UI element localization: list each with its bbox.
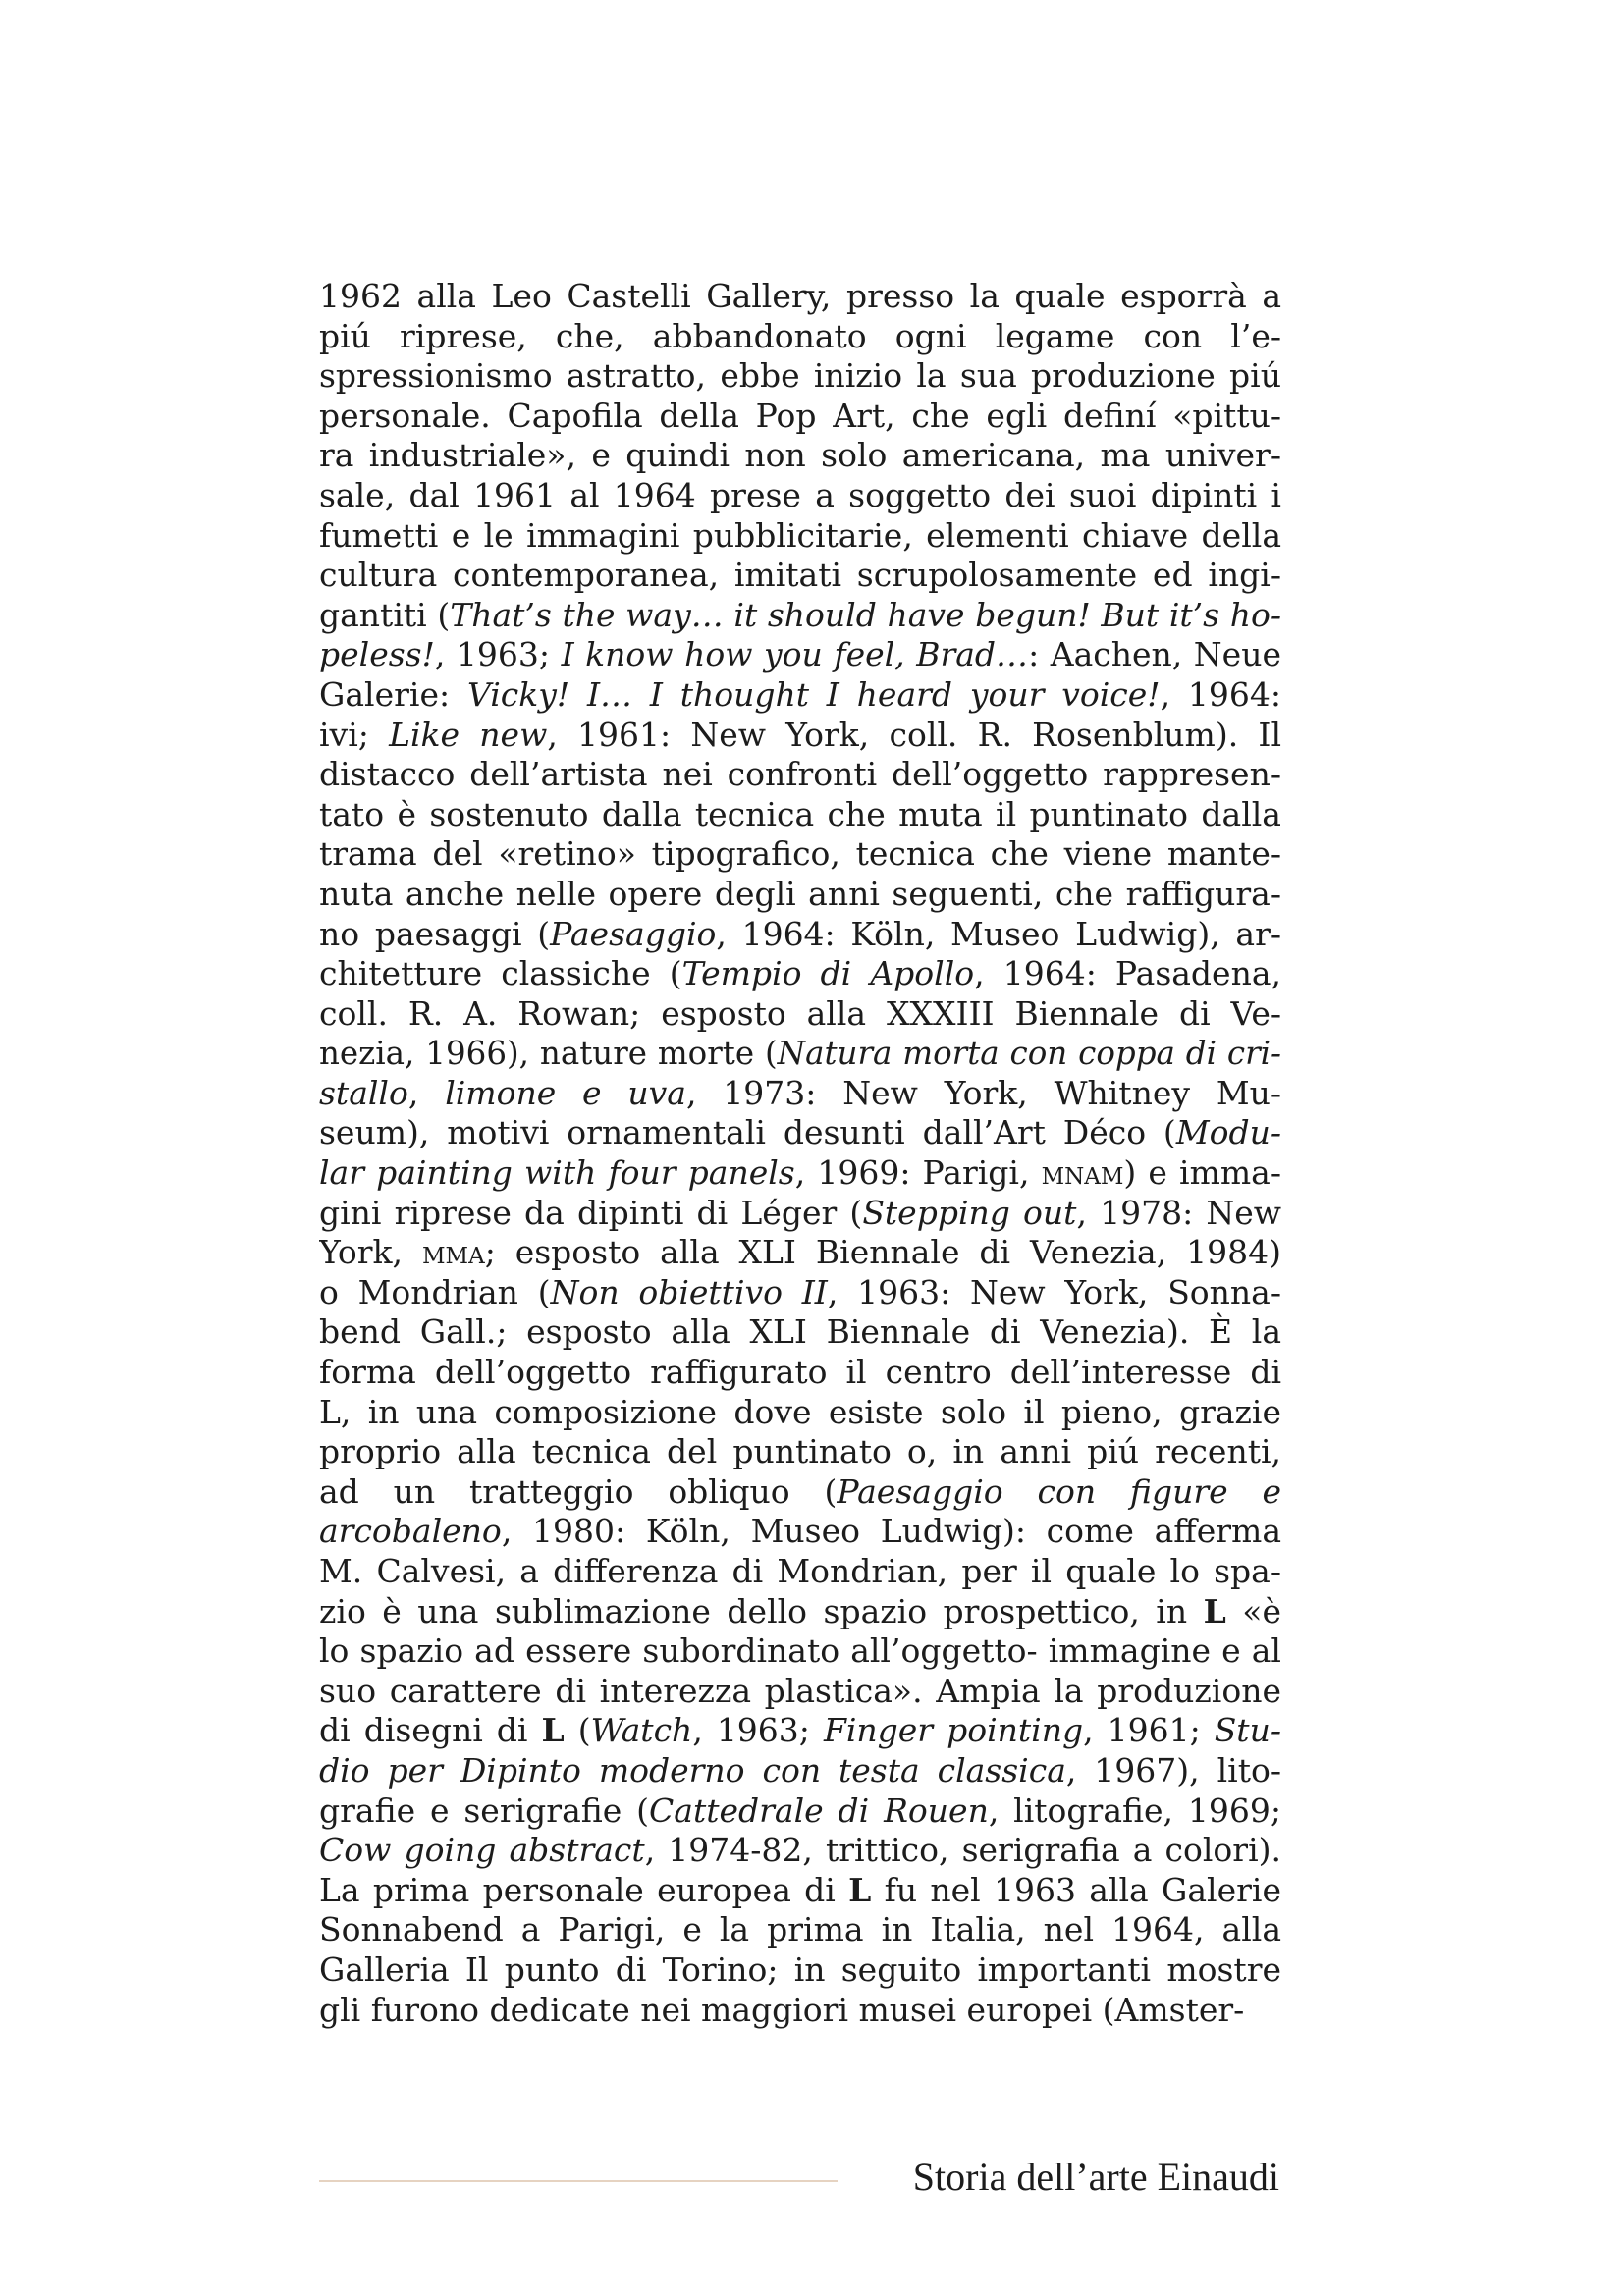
text-segment: piú riprese, che, abbandonato ogni legame con l’e-: [319, 316, 1281, 355]
text-segment: grafie e serigrafie (: [319, 1790, 650, 1830]
text-line: [319, 476, 1281, 516]
text-line: [319, 1194, 1281, 1234]
text-segment: bend Gall.; esposto alla XLI Biennale di Venezia). È la: [319, 1312, 1281, 1352]
text-segment: , 1963: New York, Sonna-: [827, 1272, 1281, 1311]
text-segment: Vicky! I… I thought I heard your voice!: [466, 674, 1161, 714]
text-segment: , 1974-82, trittico, serigrafia a colori).: [644, 1831, 1281, 1870]
text-segment: forma dell’oggetto raffigurato il centro dell’interesse di: [319, 1353, 1281, 1392]
text-segment: Stepping out: [862, 1193, 1077, 1232]
text-segment: sale, dal 1961 al 1964 prese a soggetto dei suoi dipinti i: [319, 475, 1281, 514]
text-segment: Natura morta con coppa di cri-: [777, 1035, 1281, 1073]
text-segment: arcobaleno: [319, 1512, 502, 1551]
text-line: [319, 1233, 1281, 1273]
text-line: [319, 1950, 1281, 1991]
text-segment: mma: [421, 1233, 485, 1272]
text-line: [319, 1353, 1281, 1393]
text-line: [319, 556, 1281, 596]
text-segment: proprio alla tecnica del puntinato o, in anni piú recenti,: [319, 1432, 1281, 1471]
text-segment: , 1964: Köln, Museo Ludwig), ar-: [716, 914, 1281, 953]
text-segment: chitetture classiche (: [319, 954, 682, 993]
text-segment: lar painting with four panels: [319, 1153, 795, 1193]
footer-rule: [319, 2180, 838, 2182]
text-segment: lo spazio ad essere subordinato all’oggetto- immagine e al: [319, 1631, 1281, 1671]
text-segment: Modu-: [1175, 1113, 1281, 1152]
text-segment: gli furono dedicate nei maggiori musei europei (Amster-: [319, 1990, 1245, 2029]
text-line: [319, 1672, 1281, 1712]
text-segment: stallo: [319, 1073, 408, 1112]
text-segment: , 1980: Köln, Museo Ludwig): come afferma: [501, 1512, 1281, 1551]
text-segment: Paesaggio: [550, 914, 717, 953]
text-segment: , 1963;: [434, 635, 562, 674]
text-segment: York,: [319, 1233, 422, 1272]
text-segment: ) e imma-: [1123, 1153, 1281, 1193]
text-segment: tato è sostenuto dalla tecnica che muta il puntinato dalla: [319, 794, 1281, 833]
text-segment: Paesaggio con figure e: [837, 1471, 1281, 1511]
text-segment: (: [564, 1711, 591, 1750]
text-segment: L, in una composizione dove esiste solo il pieno, grazie: [319, 1392, 1281, 1431]
text-segment: La prima personale europea di: [319, 1870, 849, 1909]
text-segment: , 1973: New York, Whitney Mu-: [686, 1073, 1281, 1112]
text-line: [319, 635, 1281, 675]
text-segment: ,: [407, 1073, 446, 1112]
text-line: [319, 1871, 1281, 1911]
text-segment: trama del «retino» tipografico, tecnica che viene mante-: [319, 834, 1281, 874]
text-segment: spressionismo astratto, ebbe inizio la sua produzione piú: [319, 356, 1281, 396]
text-segment: , 1961: New York, coll. R. Rosenblum). Il: [547, 715, 1281, 754]
text-line: [319, 1432, 1281, 1472]
text-line: [319, 1751, 1281, 1791]
text-line: [319, 1592, 1281, 1632]
text-line: [319, 915, 1281, 955]
text-segment: zio è una sublimazione dello spazio prospettico, in: [319, 1591, 1204, 1630]
text-segment: Watch: [590, 1711, 693, 1750]
footer-title: Storia dell’arte Einaudi: [912, 2155, 1279, 2199]
text-line: [319, 1472, 1281, 1513]
text-segment: Finger pointing: [823, 1711, 1084, 1750]
text-segment: gini riprese da dipinti di Léger (: [319, 1193, 863, 1232]
text-segment: , 1978: New: [1076, 1193, 1281, 1232]
text-segment: ra industriale», e quindi non solo americana, ma univer-: [319, 436, 1281, 475]
text-segment: ad un tratteggio obliquo (: [319, 1471, 838, 1511]
text-segment: dio per Dipinto moderno con testa classica: [319, 1750, 1066, 1789]
text-segment: Like new: [389, 715, 548, 754]
text-segment: «è: [1225, 1591, 1281, 1630]
text-line: [319, 675, 1281, 716]
text-segment: , 1961;: [1083, 1711, 1215, 1750]
text-segment: coll. R. A. Rowan; esposto alla XXXIII Biennale di Ve-: [319, 993, 1281, 1033]
text-line: [319, 834, 1281, 875]
text-line: [319, 994, 1281, 1035]
text-segment: Non obiettivo II: [550, 1272, 828, 1311]
body-text: [319, 277, 1281, 2030]
text-line: [319, 516, 1281, 557]
text-line: [319, 596, 1281, 636]
text-line: [319, 1512, 1281, 1552]
text-segment: limone e uva: [445, 1073, 686, 1112]
text-line: [319, 716, 1281, 756]
text-segment: , 1969: Parigi,: [794, 1153, 1042, 1193]
text-line: [319, 1711, 1281, 1751]
text-line: [319, 1991, 1281, 2031]
text-line: [319, 1074, 1281, 1114]
text-line: [319, 1631, 1281, 1672]
text-line: [319, 317, 1281, 357]
text-segment: I know how you feel, Brad…: [561, 635, 1029, 674]
text-line: [319, 356, 1281, 397]
text-segment: distacco dell’artista nei confronti dell’oggetto rappresen-: [319, 755, 1281, 794]
text-segment: no paesaggi (: [319, 914, 551, 953]
text-segment: 1962 alla Leo Castelli Gallery, presso la quale esporrà a: [319, 277, 1281, 315]
text-line: [319, 1113, 1281, 1153]
text-segment: gantiti (: [319, 595, 451, 634]
text-line: [319, 1393, 1281, 1433]
text-segment: di disegni di: [319, 1711, 542, 1750]
text-line: [319, 875, 1281, 915]
text-segment: seum), motivi ornamentali desunti dall’Art Déco (: [319, 1113, 1176, 1152]
text-line: [319, 1312, 1281, 1353]
text-line: [319, 397, 1281, 437]
text-line: [319, 1153, 1281, 1194]
text-segment: ivi;: [319, 715, 390, 754]
text-segment: fumetti e le immagini pubblicitarie, elementi chiave della: [319, 515, 1281, 555]
text-segment: o Mondrian (: [319, 1272, 551, 1311]
text-segment: ; esposto alla XLI Biennale di Venezia, 1984): [484, 1233, 1281, 1272]
text-segment: Galerie:: [319, 674, 467, 714]
text-line: [319, 954, 1281, 994]
text-segment: M. Calvesi, a differenza di Mondrian, per il quale lo spa-: [319, 1552, 1281, 1590]
text-line: [319, 795, 1281, 835]
text-segment: L: [541, 1711, 565, 1750]
text-segment: Sonnabend a Parigi, e la prima in Italia, nel 1964, alla: [319, 1910, 1281, 1949]
text-segment: mnam: [1041, 1153, 1124, 1193]
text-line: [319, 1791, 1281, 1832]
text-line: [319, 436, 1281, 476]
text-line: [319, 1552, 1281, 1592]
text-segment: : Aachen, Neue: [1028, 635, 1281, 674]
text-segment: fu nel 1963 alla Galerie: [871, 1870, 1281, 1909]
text-segment: L: [848, 1870, 872, 1909]
text-segment: cultura contemporanea, imitati scrupolosamente ed ingi-: [319, 556, 1281, 595]
text-segment: Galleria Il punto di Torino; in seguito importanti mostre: [319, 1949, 1281, 1989]
text-segment: , 1964: Pasadena,: [974, 954, 1281, 993]
text-segment: , 1964:: [1160, 674, 1281, 714]
text-segment: suo carattere di interezza plastica». Ampia la produzione: [319, 1671, 1281, 1710]
text-segment: L: [1203, 1591, 1226, 1630]
text-segment: Cattedrale di Rouen: [649, 1790, 989, 1830]
text-segment: , litografie, 1969;: [988, 1790, 1281, 1830]
text-line: [319, 755, 1281, 795]
text-segment: , 1963;: [692, 1711, 824, 1750]
text-segment: That’s the way… it should have begun! But it’s ho-: [450, 595, 1281, 634]
text-segment: Tempio di Apollo: [681, 954, 975, 993]
text-segment: Stu-: [1214, 1711, 1281, 1750]
text-segment: peless!: [319, 635, 435, 674]
text-line: [319, 277, 1281, 317]
text-segment: Cow going abstract: [319, 1831, 645, 1870]
text-segment: nuta anche nelle opere degli anni seguenti, che raffigura-: [319, 874, 1281, 913]
text-line: [319, 1831, 1281, 1871]
text-line: [319, 1910, 1281, 1950]
text-segment: , 1967), lito-: [1065, 1750, 1281, 1789]
text-line: [319, 1273, 1281, 1313]
text-segment: personale. Capofila della Pop Art, che egli definí «pittu-: [319, 396, 1281, 435]
text-line: [319, 1034, 1281, 1074]
text-segment: nezia, 1966), nature morte (: [319, 1035, 778, 1073]
